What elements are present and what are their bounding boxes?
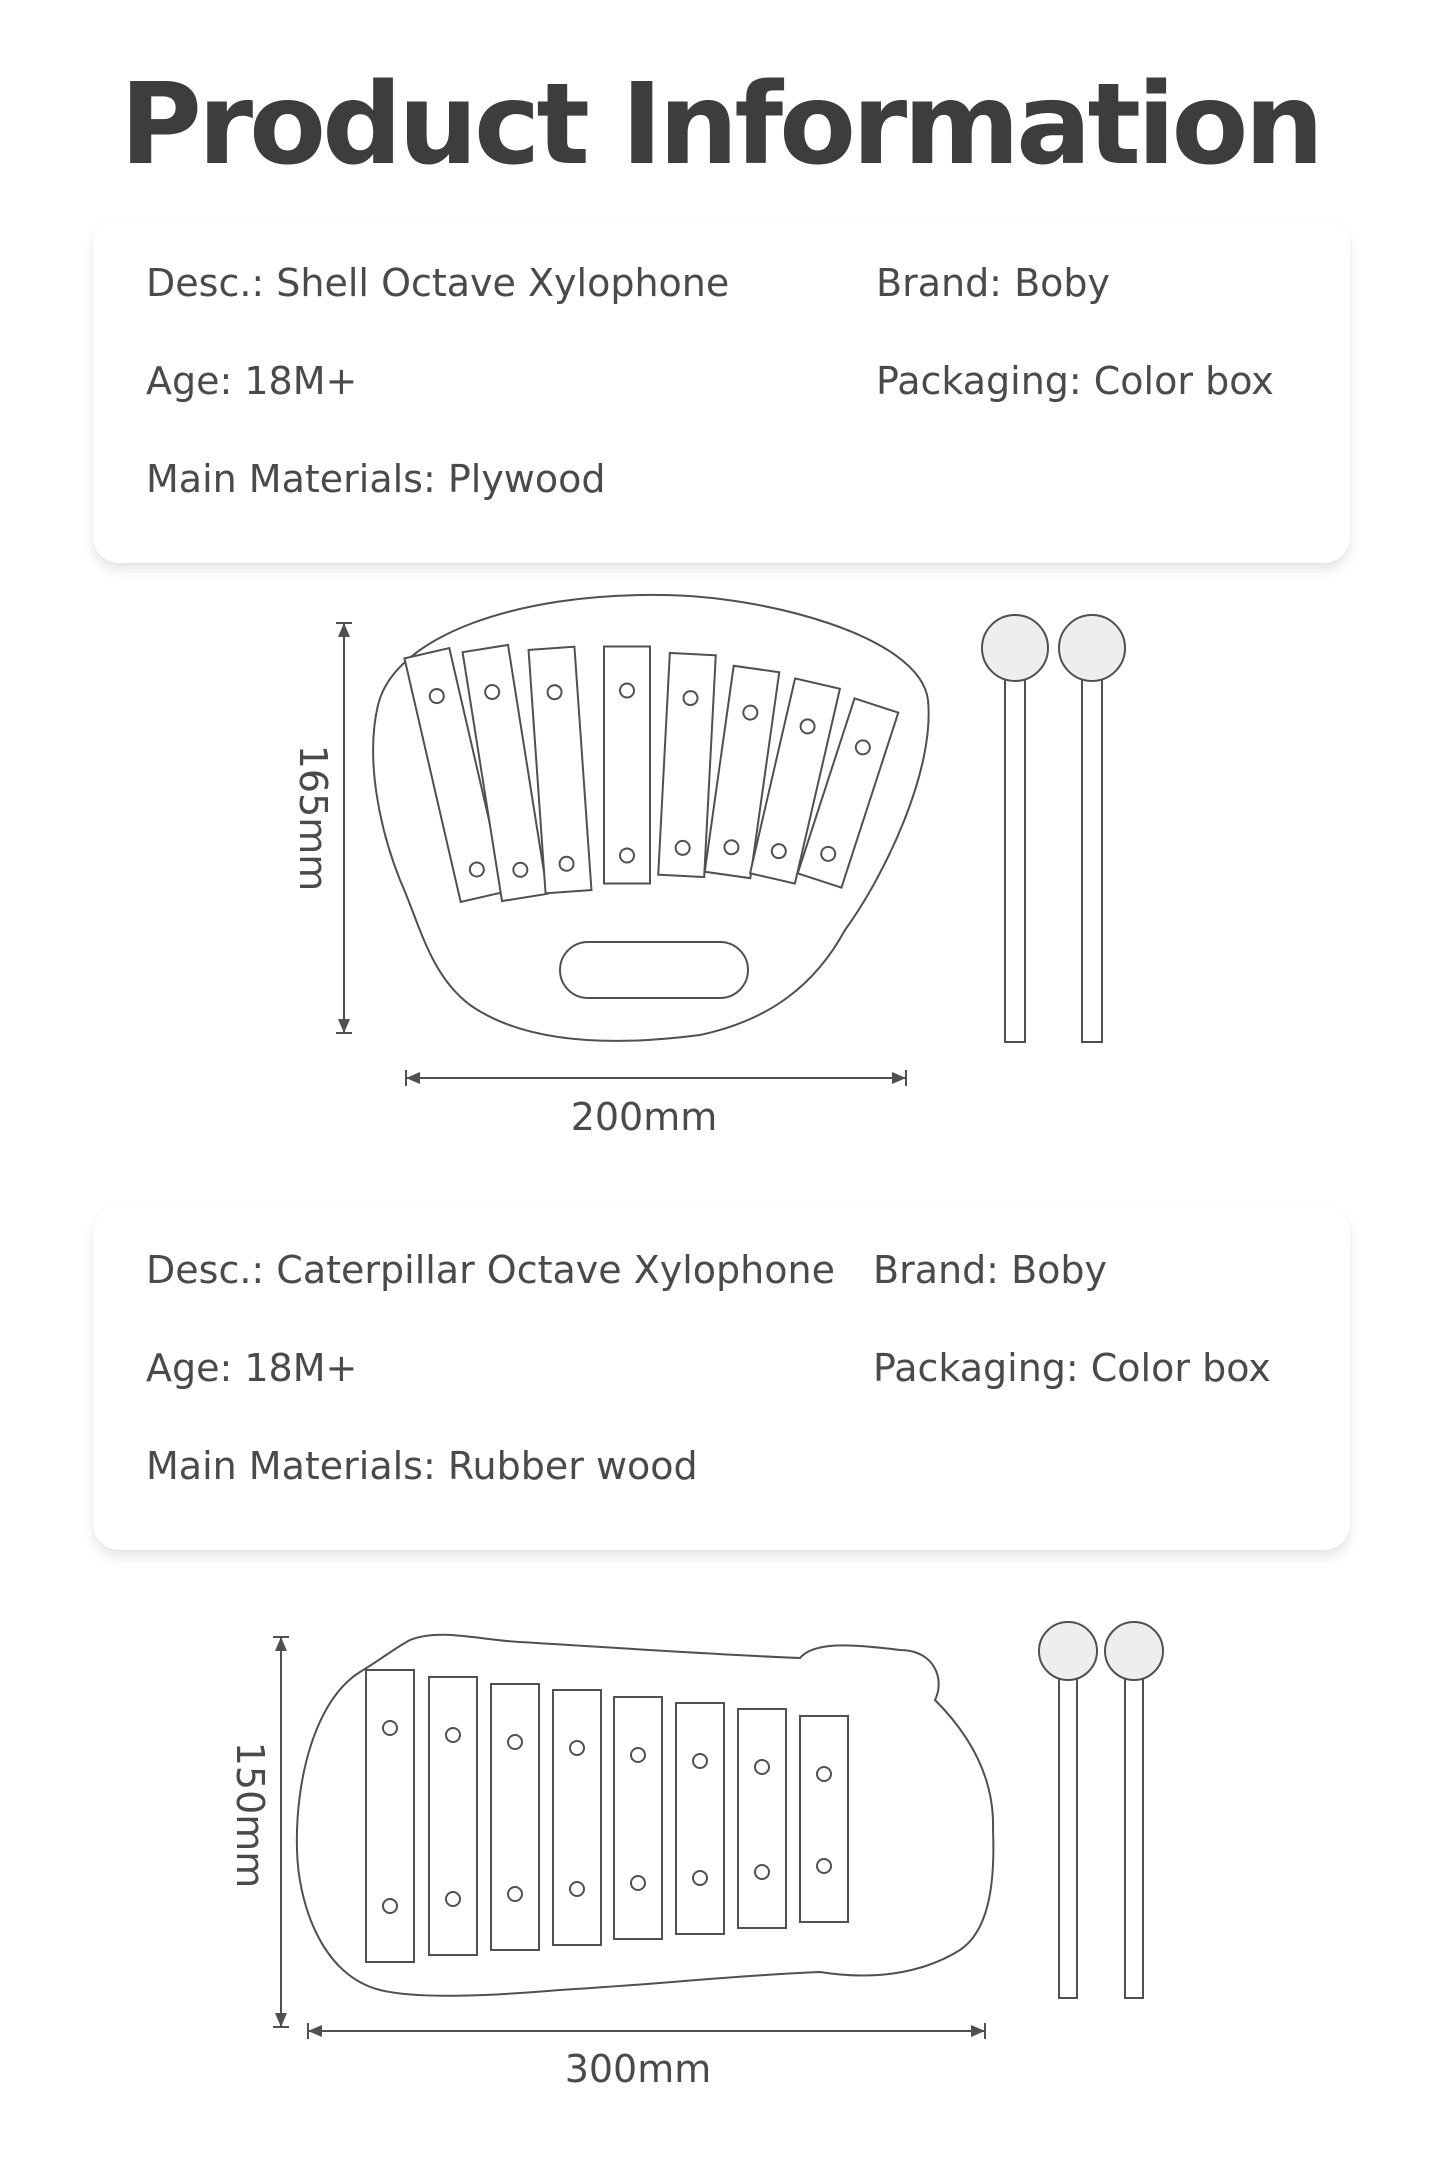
width-dimension-label: 300mm: [564, 2047, 712, 2091]
product-age: Age: 18M+: [146, 1346, 358, 1390]
bar-peg: [620, 849, 634, 863]
bar-peg: [620, 684, 634, 698]
bar-peg: [508, 1735, 522, 1749]
xylophone-bar: [553, 1690, 601, 1945]
product-packaging: Packaging: Color box: [873, 1346, 1271, 1390]
product-brand: Brand: Boby: [876, 261, 1110, 305]
mallet: [1059, 615, 1125, 1042]
height-dimension-label: 150mm: [228, 1741, 272, 1889]
xylophone-bar: [800, 1716, 848, 1922]
bar-peg: [693, 1871, 707, 1885]
product-brand: Brand: Boby: [873, 1248, 1107, 1292]
mallet: [1105, 1622, 1163, 1998]
bar-peg: [383, 1721, 397, 1735]
product-info-card-caterpillar: [93, 1205, 1350, 1550]
caterpillar-xylophone-drawing: [0, 1580, 1440, 2140]
bar-peg: [446, 1892, 460, 1906]
bar-peg: [817, 1767, 831, 1781]
bar-peg: [817, 1859, 831, 1873]
xylophone-bar: [658, 653, 716, 877]
bar-peg: [631, 1748, 645, 1762]
height-dimension-label: 165mm: [291, 744, 335, 892]
xylophone-bar: [491, 1684, 539, 1950]
xylophone-bar: [738, 1709, 786, 1928]
xylophone-bar: [366, 1670, 414, 1962]
xylophone-bar: [614, 1697, 662, 1939]
bar-peg: [446, 1728, 460, 1742]
xylophone-bar: [429, 1677, 477, 1955]
product-materials: Main Materials: Plywood: [146, 457, 606, 501]
bar-peg: [512, 862, 528, 878]
bar-peg: [484, 684, 500, 700]
product-desc: Desc.: Shell Octave Xylophone: [146, 261, 730, 305]
page-title: Product Information: [119, 60, 1321, 190]
mallet: [982, 615, 1048, 1042]
bar-peg: [570, 1882, 584, 1896]
bar-peg: [683, 691, 698, 706]
product-age: Age: 18M+: [146, 359, 358, 403]
width-dimension-label: 200mm: [570, 1095, 718, 1139]
bar-peg: [383, 1899, 397, 1913]
mallet: [1039, 1622, 1097, 1998]
bar-peg: [675, 841, 690, 856]
product-materials: Main Materials: Rubber wood: [146, 1444, 698, 1488]
bar-peg: [559, 856, 574, 871]
bar-peg: [724, 839, 740, 855]
xylophone-bar: [604, 647, 650, 884]
bar-peg: [755, 1760, 769, 1774]
bar-peg: [508, 1887, 522, 1901]
shell-xylophone-drawing: [0, 580, 1440, 1200]
product-packaging: Packaging: Color box: [876, 359, 1274, 403]
bar-peg: [755, 1865, 769, 1879]
bar-peg: [742, 705, 758, 721]
shell-handle-slot: [560, 942, 748, 998]
bar-peg: [631, 1876, 645, 1890]
bar-peg: [570, 1741, 584, 1755]
bar-peg: [547, 685, 562, 700]
xylophone-bar: [676, 1703, 724, 1934]
product-desc: Desc.: Caterpillar Octave Xylophone: [146, 1248, 835, 1292]
product-info-card-shell: [93, 218, 1350, 563]
bar-peg: [693, 1754, 707, 1768]
